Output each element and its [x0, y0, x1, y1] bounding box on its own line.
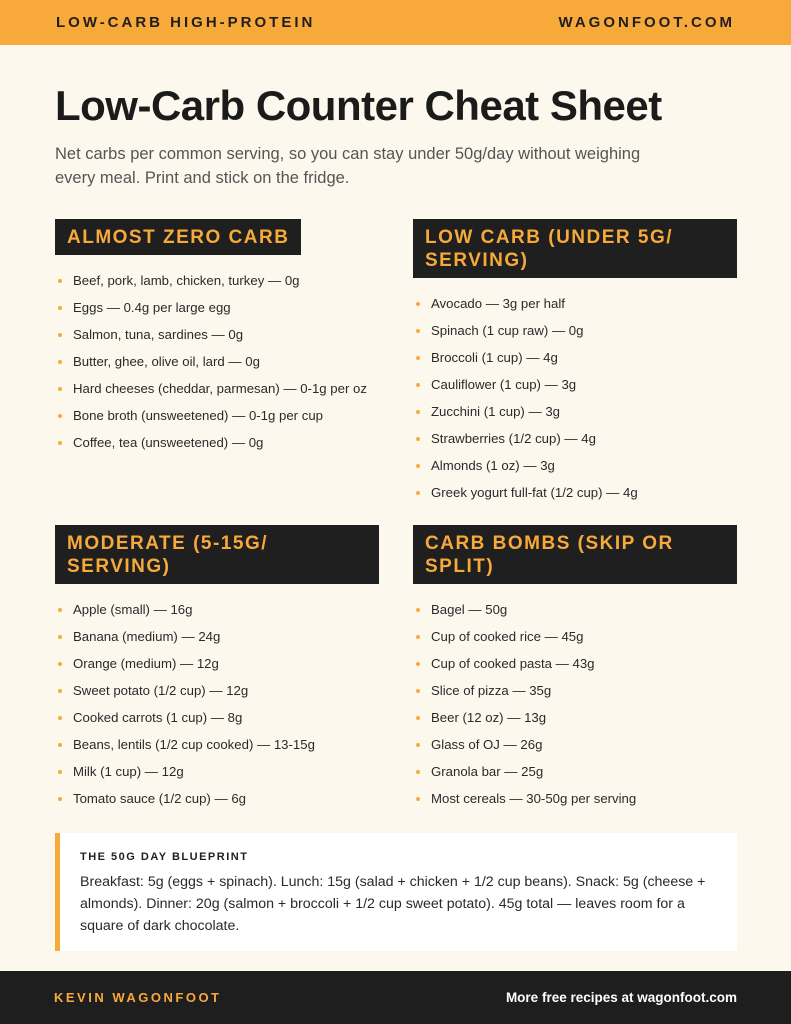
page-title: Low-Carb Counter Cheat Sheet: [55, 82, 662, 129]
section-heading: MODERATE (5-15G/ SERVING): [55, 525, 379, 584]
list-item: Tomato sauce (1/2 cup) — 6g: [57, 785, 379, 812]
item-list: [55, 267, 379, 456]
blueprint-body: Breakfast: 5g (eggs + spinach). Lunch: 15g (salad + chicken + 1/2 cup beans). Snack: 5g (cheese + almonds). Dinner: 20g (salmon + broccoli + 1/2 cup sweet potato). 45g total — leaves room for a square of dark chocolate.: [80, 874, 706, 934]
section-moderate: [55, 525, 379, 812]
blueprint-callout: [55, 833, 737, 951]
section-heading: CARB BOMBS (SKIP OR SPLIT): [413, 525, 737, 584]
list-item: Butter, ghee, olive oil, lard — 0g: [57, 348, 379, 375]
list-item: Coffee, tea (unsweetened) — 0g: [57, 429, 379, 456]
page-subtitle: Net carbs per common serving, so you can stay under 50g/day without weighing every meal. Print and stick on the fridge.: [55, 145, 641, 187]
list-item: Broccoli (1 cup) — 4g: [415, 344, 737, 371]
more-recipes-link[interactable]: More free recipes at wagonfoot.com: [505, 990, 737, 1005]
list-item: Granola bar — 25g: [415, 758, 737, 785]
list-item: Most cereals — 30-50g per serving: [415, 785, 737, 812]
list-item: Cup of cooked rice — 45g: [415, 623, 737, 650]
list-item: Zucchini (1 cup) — 3g: [415, 398, 737, 425]
list-item: Spinach (1 cup raw) — 0g: [415, 317, 737, 344]
list-item: Banana (medium) — 24g: [57, 623, 379, 650]
list-item: Cup of cooked pasta — 43g: [415, 650, 737, 677]
list-item: Cooked carrots (1 cup) — 8g: [57, 704, 379, 731]
list-item: Apple (small) — 16g: [57, 596, 379, 623]
list-item: Hard cheeses (cheddar, parmesan) — 0-1g per oz: [57, 375, 379, 402]
list-item: Avocado — 3g per half: [415, 290, 737, 317]
list-item: Orange (medium) — 12g: [57, 650, 379, 677]
list-item: Almonds (1 oz) — 3g: [415, 452, 737, 479]
list-item: Glass of OJ — 26g: [415, 731, 737, 758]
item-list: [413, 596, 737, 812]
list-item: Bagel — 50g: [415, 596, 737, 623]
list-item: Beans, lentils (1/2 cup cooked) — 13-15g: [57, 731, 379, 758]
list-item: Slice of pizza — 35g: [415, 677, 737, 704]
list-item: Beer (12 oz) — 13g: [415, 704, 737, 731]
blueprint-title: THE 50G DAY BLUEPRINT: [80, 851, 249, 863]
list-item: Cauliflower (1 cup) — 3g: [415, 371, 737, 398]
list-item: Eggs — 0.4g per large egg: [57, 294, 379, 321]
author-name: KEVIN WAGONFOOT: [54, 990, 222, 1005]
item-list: [55, 596, 379, 812]
section-almost-zero-carb: [55, 219, 379, 456]
footer-bar: [0, 971, 791, 1024]
list-item: Beef, pork, lamb, chicken, turkey — 0g: [57, 267, 379, 294]
top-banner: [0, 0, 791, 45]
section-carb-bombs: [413, 525, 737, 812]
list-item: Bone broth (unsweetened) — 0-1g per cup: [57, 402, 379, 429]
section-heading: LOW CARB (UNDER 5G/ SERVING): [413, 219, 737, 278]
section-heading: ALMOST ZERO CARB: [55, 219, 301, 255]
section-low-carb: [413, 219, 737, 506]
site-name: WAGONFOOT.COM: [558, 14, 735, 31]
list-item: Milk (1 cup) — 12g: [57, 758, 379, 785]
item-list: [413, 290, 737, 506]
list-item: Strawberries (1/2 cup) — 4g: [415, 425, 737, 452]
list-item: Greek yogurt full-fat (1/2 cup) — 4g: [415, 479, 737, 506]
list-item: Sweet potato (1/2 cup) — 12g: [57, 677, 379, 704]
list-item: Salmon, tuna, sardines — 0g: [57, 321, 379, 348]
tagline: LOW-CARB HIGH-PROTEIN: [56, 14, 316, 31]
